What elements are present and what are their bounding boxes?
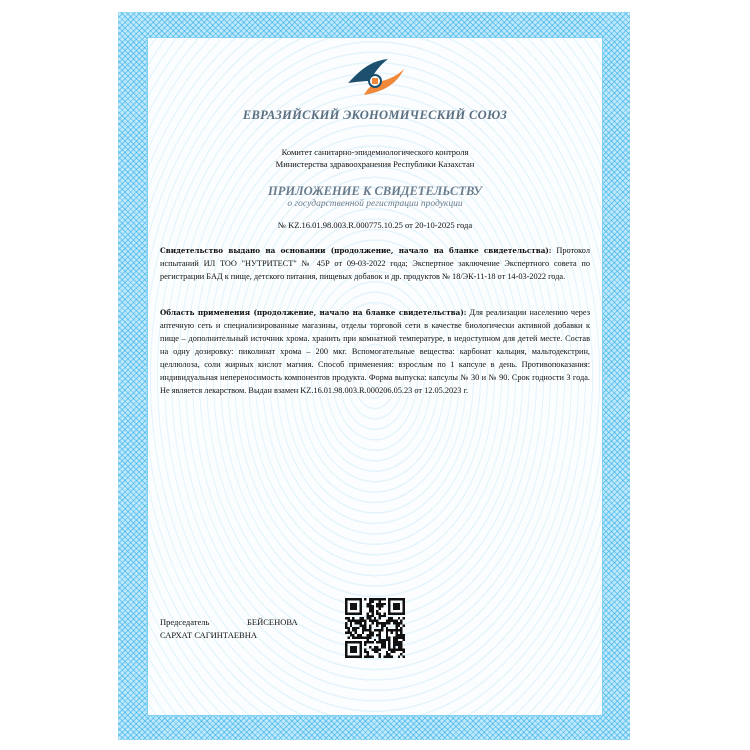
scope-paragraph (160, 306, 590, 397)
appendix-title: ПРИЛОЖЕНИЕ К СВИДЕТЕЛЬСТВУ (268, 184, 482, 198)
scope-label: Область применения (продолжение, начало на бланке свидетельства): (160, 308, 467, 317)
basis-paragraph (160, 244, 590, 283)
committee-name (148, 146, 602, 170)
certificate-number: № KZ.16.01.98.003.R.000775.10.25 от 20-10-2025 года (277, 220, 473, 230)
signer-role: Председатель (160, 617, 210, 627)
signer-given-names: САРХАТ САГИНТАЕВНА (160, 630, 257, 640)
scope-text: Для реализации населению через аптечную сеть и специализированные магазины, отделы торговой сети в качестве биологически активной добавки к пище – дополнительный источник хрома. хранить при комнатной температуре, в недоступном для детей месте. Состав на одну дозировку: пиколинат хрома – 200 мкг. Вспомогательные вещества: карбонат кальция, мальтодекстрин, целлюлоза, соли жирных кислот магния. Способ применения: взрослым по 1 капсуле в день. Противопоказания: индивидуальная непереносимость компонентов продукта. Форма выпуска: капсулы № 30 и № 90. Срок годности 3 года. Не является лекарством. Выдан взамен KZ.16.01.98.003.R.000206.05.23 от 12.05.2023 г. (160, 308, 590, 395)
eaeu-logo (344, 53, 406, 97)
committee-line-2: Министерства здравоохранения Республики Казахстан (275, 159, 475, 169)
basis-text: Протокол испытаний ИЛ ТОО "НУТРИТЕСТ" № 45Р от 09-03-2022 года; Экспертное заключение Экспертного совета по регистрации БАД к пище, детского питания, пищевых добавок и др. продуктов № 18/ЭК-11-18 от 14-03-2022 года. (160, 246, 590, 281)
committee-line-1: Комитет санитарно-эпидемиологического контроля (281, 147, 469, 157)
document-body (148, 38, 602, 715)
qr-code (345, 598, 405, 658)
union-title: ЕВРАЗИЙСКИЙ ЭКОНОМИЧЕСКИЙ СОЮЗ (242, 108, 508, 122)
guilloche-border (118, 12, 630, 740)
basis-label: Свидетельство выдано на основании (продолжение, начало на бланке свидетельства): (160, 246, 552, 255)
signature-block (160, 616, 298, 642)
appendix-subtitle: о государственной регистрации продукции (287, 199, 463, 209)
signer-surname: БЕЙСЕНОВА (247, 617, 298, 627)
